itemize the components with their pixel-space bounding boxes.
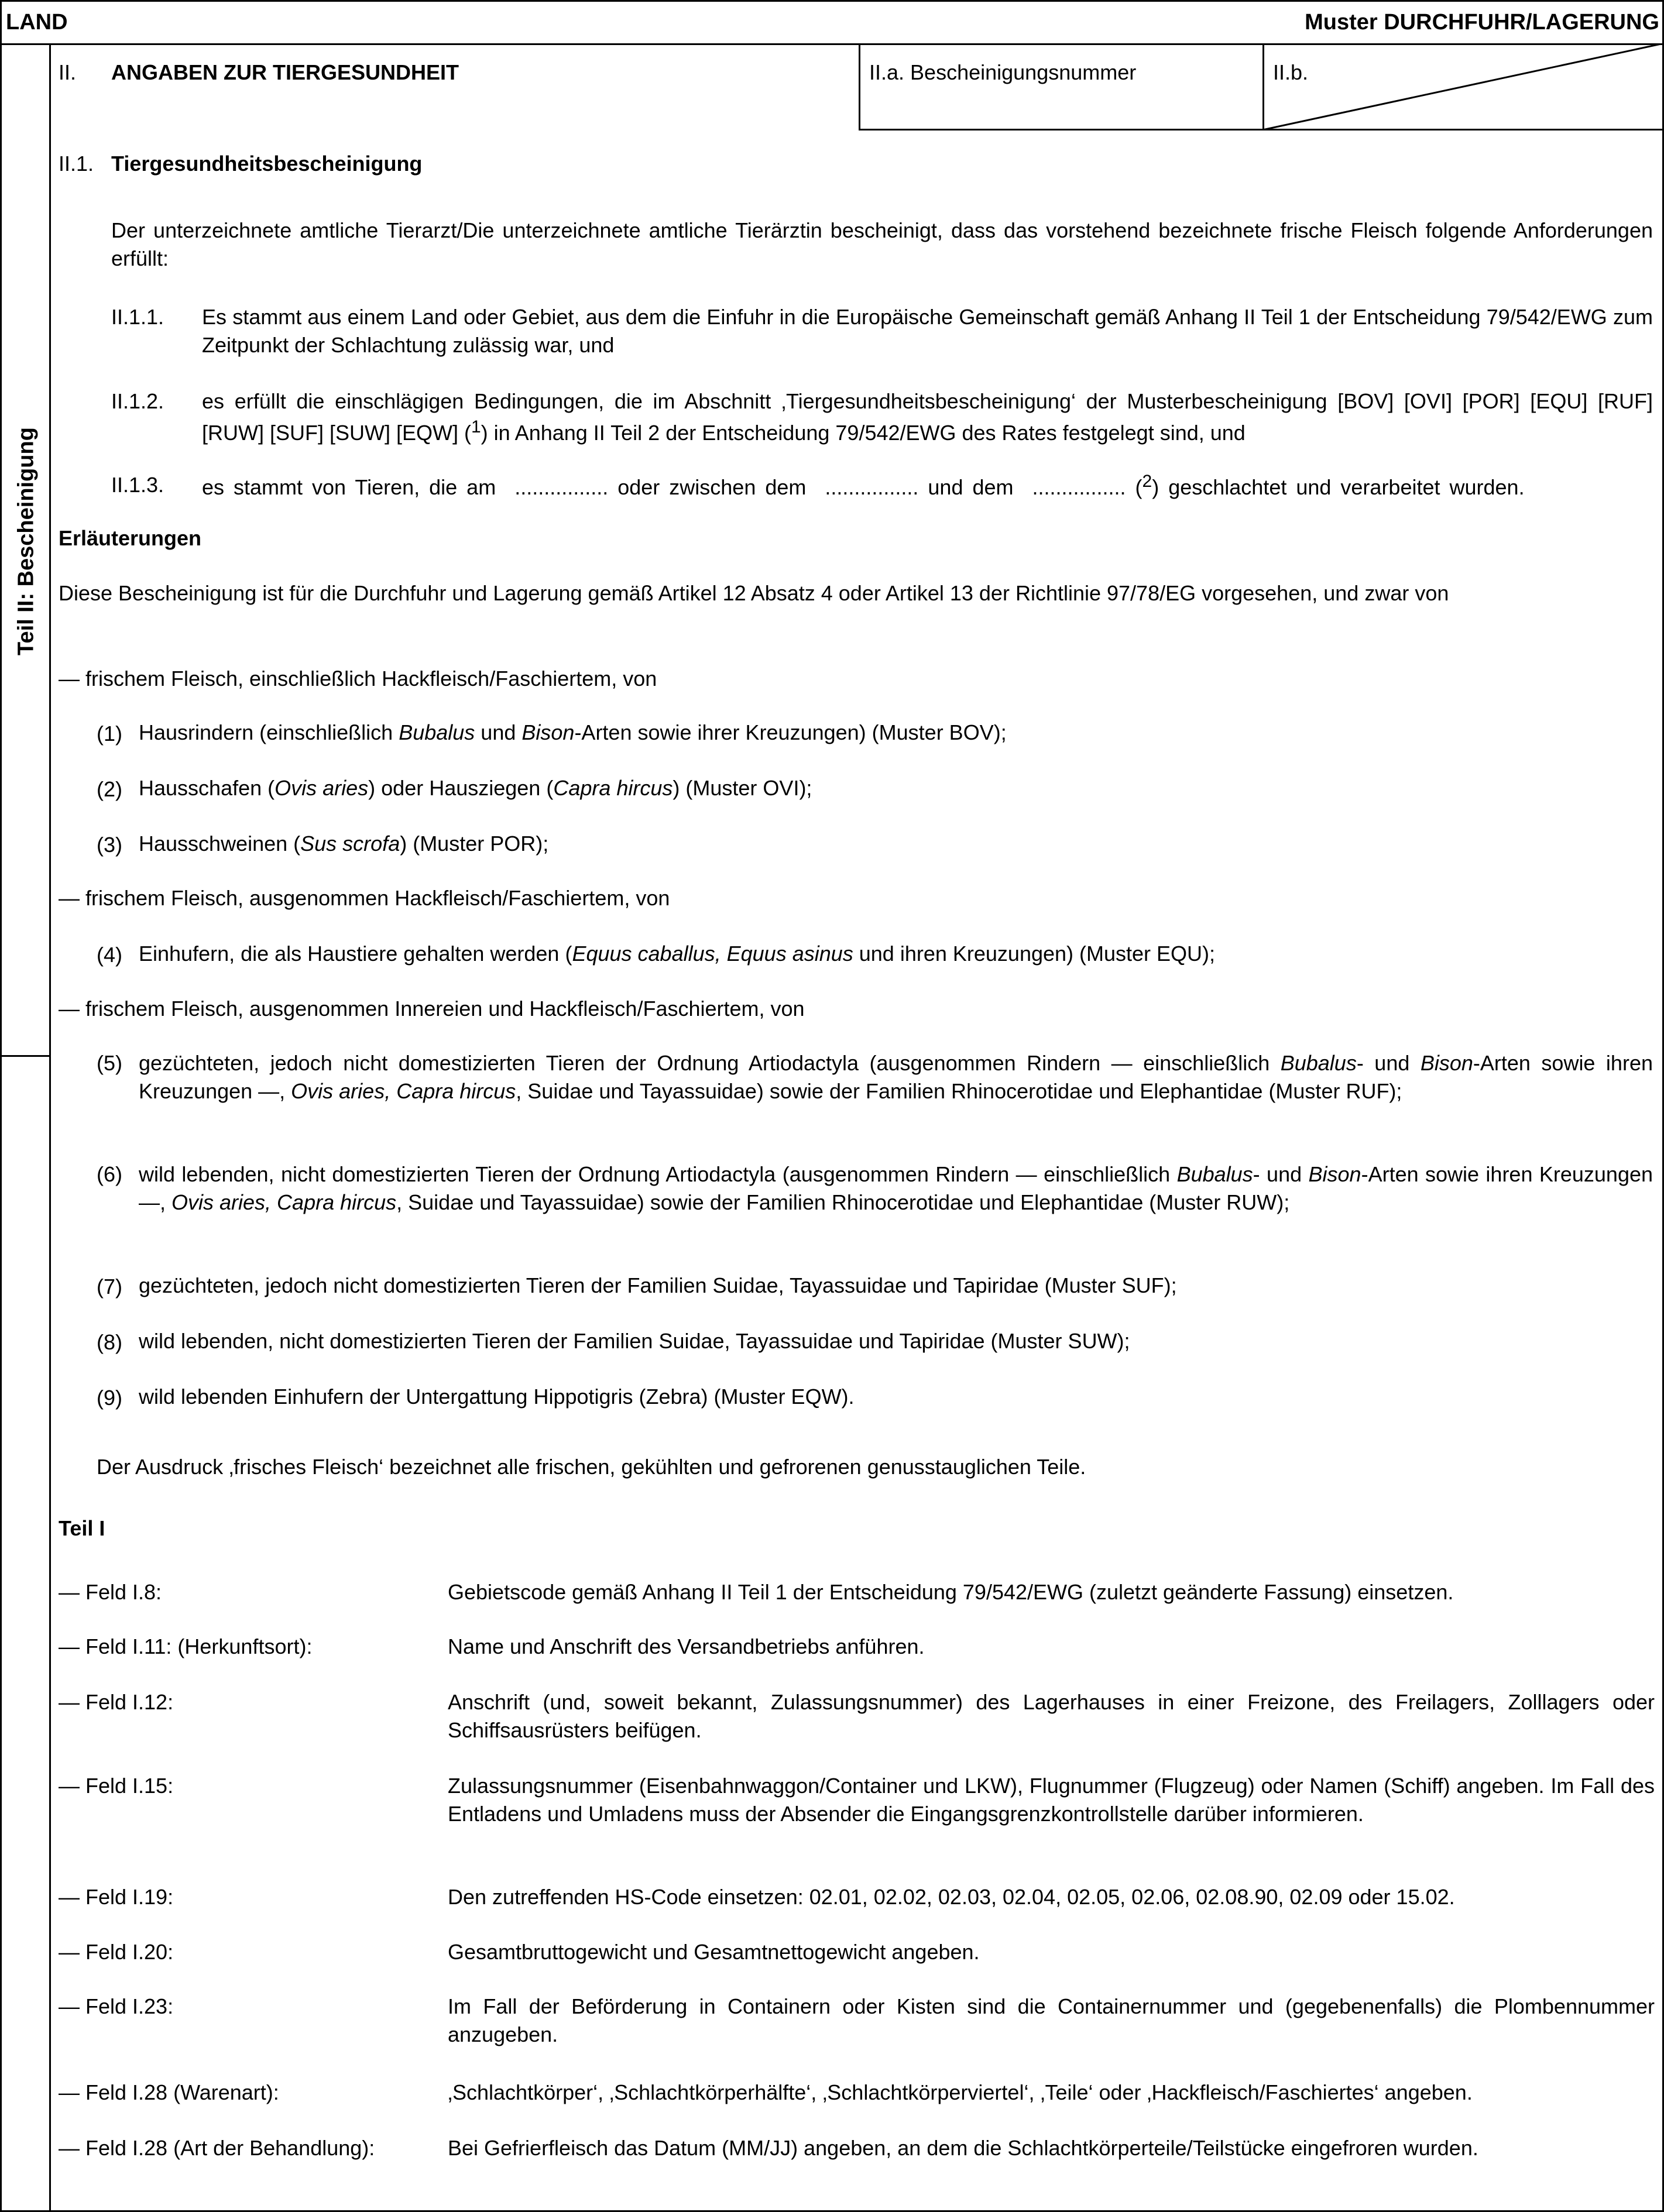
field-label: — Feld I.12: xyxy=(59,1690,174,1714)
notes-item-number: (9) xyxy=(97,1386,122,1410)
notes-item-number: (5) xyxy=(97,1051,122,1075)
header-country: LAND xyxy=(6,10,68,35)
field-instruction: Den zutreffenden HS-Code einsetzen: 02.01, 02.02, 02.03, 02.04, 02.05, 02.06, 02.08.90, 02.09 oder 15.02. xyxy=(448,1885,1455,1909)
notes-item-number: (6) xyxy=(97,1162,122,1186)
field-label: — Feld I.20: xyxy=(59,1940,174,1964)
section-box-left xyxy=(859,43,860,130)
notes-intro: Diese Bescheinigung ist für die Durchfuhr und Lagerung gemäß Artikel 12 Absatz 4 oder Artikel 13 der Richtlinie 97/78/EG vorgesehen, und zwar von xyxy=(59,581,1449,605)
field-instruction: Name und Anschrift des Versandbetriebs anführen. xyxy=(448,1634,925,1658)
field-instruction: Gesamtbruttogewicht und Gesamtnettogewicht angeben. xyxy=(448,1940,980,1964)
teil1-heading: Teil I xyxy=(59,1516,105,1540)
fresh-meat-definition: Der Ausdruck ‚frisches Fleisch‘ bezeichnet alle frischen, gekühlten und gefrorenen genusstauglichen Teile. xyxy=(97,1455,1086,1479)
cert-number-label: II.a. Bescheinigungsnummer xyxy=(869,60,1137,84)
field-instruction: Gebietscode gemäß Anhang II Teil 1 der Entscheidung 79/542/EWG (zuletzt geänderte Fassung) einsetzen. xyxy=(448,1580,1454,1604)
field-label: — Feld I.19: xyxy=(59,1885,174,1909)
field-label: — Feld I.28 (Art der Behandlung): xyxy=(59,2136,375,2160)
side-column-divider xyxy=(0,1055,50,1057)
cert-item-number: II.1.2. xyxy=(111,389,164,413)
notes-item-text: gezüchteten, jedoch nicht domestizierten Tieren der Ordnung Artiodactyla (ausgenommen Rindern — einschließlich Bubalus- und Bison-Arten sowie ihren Kreuzungen —, Ovis aries, Capra hircus, Suidae und Tayassuidae) sowie der Familien Rhinocerotidae und Elephantidae (Muster RUF); xyxy=(139,1051,1653,1103)
notes-heading: Erläuterungen xyxy=(59,526,202,550)
field-instruction: ‚Schlachtkörper‘, ‚Schlachtkörperhälfte‘, ‚Schlachtkörperviertel‘, ‚Teile‘ oder ‚Hackfleisch/Faschiertes‘ angeben. xyxy=(448,2080,1473,2104)
notes-item-text: wild lebenden Einhufern der Untergattung Hippotigris (Zebra) (Muster EQW). xyxy=(139,1385,855,1409)
frame-left xyxy=(0,0,2,2212)
notes-group: — frischem Fleisch, ausgenommen Innereien und Hackfleisch/Faschiertem, von xyxy=(59,997,805,1021)
notes-item-text: Hausrindern (einschließlich Bubalus und Bison-Arten sowie ihrer Kreuzungen) (Muster BOV); xyxy=(139,720,1007,744)
field-instruction: Anschrift (und, soweit bekannt, Zulassungsnummer) des Lagerhauses in einer Freizone, des Freilagers, Zolllagers oder Schiffsausrüsters beifügen. xyxy=(448,1690,1655,1742)
side-column-rule xyxy=(49,43,51,2212)
side-label: Teil II: Bescheinigung xyxy=(13,427,39,655)
cert-intro: Der unterzeichnete amtliche Tierarzt/Die unterzeichnete amtliche Tierärztin bescheinigt, dass das vorstehend bezeichnete frische Fleisch folgende Anforderungen erfüllt: xyxy=(111,218,1653,270)
notes-item-number: (4) xyxy=(97,943,122,967)
notes-item-number: (7) xyxy=(97,1275,122,1299)
notes-group: — frischem Fleisch, einschließlich Hackfleisch/Faschiertem, von xyxy=(59,667,657,691)
cert-title: Tiergesundheitsbescheinigung xyxy=(111,152,423,176)
field-instruction: Bei Gefrierfleisch das Datum (MM/JJ) angeben, an dem die Schlachtkörperteile/Teilstücke eingefroren wurden. xyxy=(448,2136,1478,2160)
cert-item-text: es erfüllt die einschlägigen Bedingungen, die im Abschnitt ‚Tiergesundheitsbescheinigung‘ der Musterbescheinigung [BOV] [OVI] [POR] [EQU] [RUF] [RUW] [SUF] [SUW] [EQW] ($^1$) in Anhang II Teil 2 der Entscheidung 79/542/EWG des Rates festgelegt sind, und xyxy=(202,389,1653,445)
section-number: II. xyxy=(59,60,77,84)
field-instruction: Zulassungsnummer (Eisenbahnwaggon/Container und LKW), Flugnummer (Flugzeug) oder Namen (Schiff) angeben. Im Fall des Entladens und Umladens muss der Absender die Eingangsgrenzkontrollstelle darüber informieren. xyxy=(448,1774,1655,1826)
cert-item-text: es stammt von Tieren, die am ................ oder zwischen dem ................ und dem ................ ($^2$) geschlachtet und verarbeitet wurden. xyxy=(202,472,1525,499)
field-label: — Feld I.11: (Herkunftsort): xyxy=(59,1634,313,1658)
field-label: — Feld I.23: xyxy=(59,1994,174,2018)
notes-item-text: Hausschweinen (Sus scrofa) (Muster POR); xyxy=(139,832,549,856)
section-title: ANGABEN ZUR TIERGESUNDHEIT xyxy=(111,60,459,84)
notes-item-text: gezüchteten, jedoch nicht domestizierten Tieren der Familien Suidae, Tayassuidae und Tapiridae (Muster SUF); xyxy=(139,1273,1177,1297)
field-label: — Feld I.15: xyxy=(59,1774,174,1798)
notes-item-number: (8) xyxy=(97,1330,122,1354)
notes-item-number: (2) xyxy=(97,777,122,801)
notes-group: — frischem Fleisch, ausgenommen Hackfleisch/Faschiertem, von xyxy=(59,886,670,910)
notes-item-number: (3) xyxy=(97,833,122,857)
notes-item-text: wild lebenden, nicht domestizierten Tieren der Ordnung Artiodactyla (ausgenommen Rindern — einschließlich Bubalus- und Bison-Arten sowie ihren Kreuzungen —, Ovis aries, Capra hircus, Suidae und Tayassuidae) sowie der Familien Rhinocerotidae und Elephantidae (Muster RUW); xyxy=(139,1162,1653,1214)
ref-label: II.b. xyxy=(1273,60,1309,84)
cert-item-text: Es stammt aus einem Land oder Gebiet, aus dem die Einfuhr in die Europäische Gemeinschaft gemäß Anhang II Teil 1 der Entscheidung 79/542/EWG zum Zeitpunkt der Schlachtung zulässig war, und xyxy=(202,305,1653,357)
header-model: Muster DURCHFUHR/LAGERUNG xyxy=(1305,10,1659,35)
ref-diagonal xyxy=(1262,43,1664,130)
notes-item-text: Hausschafen (Ovis aries) oder Hausziegen (Capra hircus) (Muster OVI); xyxy=(139,776,812,800)
field-label: — Feld I.28 (Warenart): xyxy=(59,2080,279,2104)
notes-item-text: Einhufern, die als Haustiere gehalten werden (Equus caballus, Equus asinus und ihren Kreuzungen) (Muster EQU); xyxy=(139,942,1216,966)
cert-item-number: II.1.1. xyxy=(111,305,164,329)
frame-top xyxy=(0,0,1664,2)
cert-number: II.1. xyxy=(59,152,94,176)
field-label: — Feld I.8: xyxy=(59,1580,162,1604)
notes-item-text: wild lebenden, nicht domestizierten Tieren der Familien Suidae, Tayassuidae und Tapiridae (Muster SUW); xyxy=(139,1329,1130,1353)
field-instruction: Im Fall der Beförderung in Containern oder Kisten sind die Containernummer und (gegebenenfalls) die Plombennummer anzugeben. xyxy=(448,1994,1655,2046)
notes-item-number: (1) xyxy=(97,722,122,746)
cert-item-number: II.1.3. xyxy=(111,473,164,497)
